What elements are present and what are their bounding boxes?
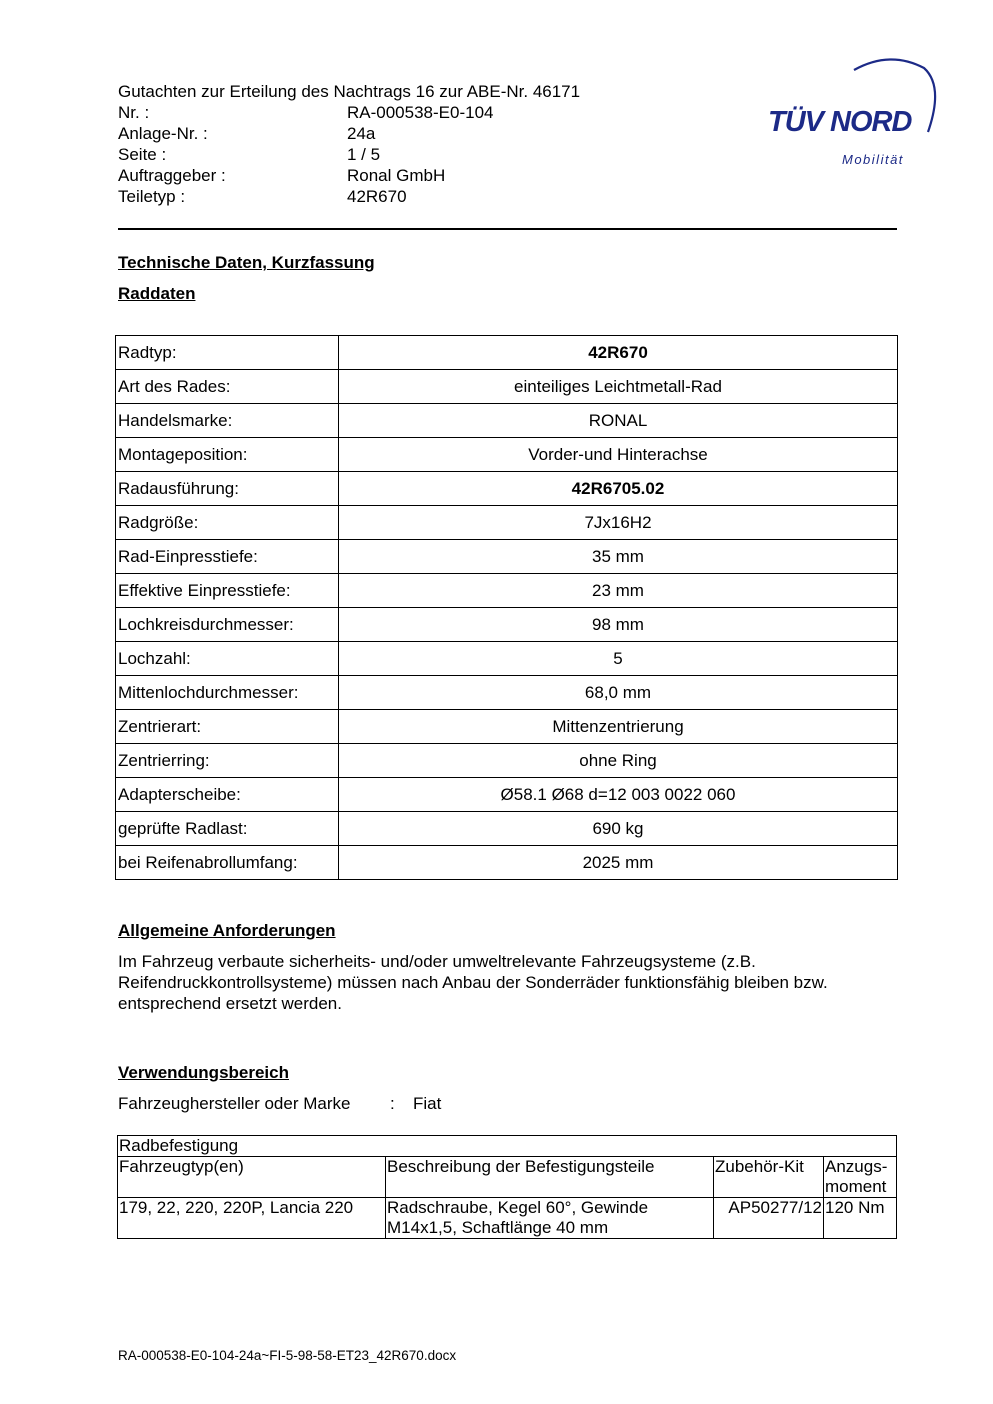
raddaten-value: 68,0 mm bbox=[339, 676, 898, 710]
table-header-row bbox=[118, 1157, 897, 1198]
field-label-nr: Nr. : bbox=[118, 103, 150, 122]
table-row bbox=[116, 370, 898, 404]
raddaten-value: 690 kg bbox=[339, 812, 898, 846]
table-row bbox=[116, 608, 898, 642]
raddaten-value: Mittenzentrierung bbox=[339, 710, 898, 744]
section-heading-verwendungsbereich: Verwendungsbereich bbox=[118, 1063, 289, 1082]
raddaten-value: 42R6705.02 bbox=[339, 472, 898, 506]
table-row bbox=[116, 812, 898, 846]
field-value-nr: RA-000538-E0-104 bbox=[347, 103, 494, 122]
table-row bbox=[116, 506, 898, 540]
raddaten-value: ohne Ring bbox=[339, 744, 898, 778]
requirements-text bbox=[118, 951, 898, 1014]
field-value-auftraggeber: Ronal GmbH bbox=[347, 166, 446, 185]
raddaten-value: 7Jx16H2 bbox=[339, 506, 898, 540]
table-row bbox=[116, 404, 898, 438]
raddaten-label: Adapterscheibe: bbox=[116, 778, 339, 812]
raddaten-label: geprüfte Radlast: bbox=[116, 812, 339, 846]
raddaten-value: 35 mm bbox=[339, 540, 898, 574]
cell-beschreibung-line2: M14x1,5, Schaftlänge 40 mm bbox=[387, 1218, 609, 1237]
section-heading-allgemeine-anforderungen: Allgemeine Anforderungen bbox=[118, 921, 336, 940]
cell-fahrzeugtyp: 179, 22, 220, 220P, Lancia 220 bbox=[118, 1198, 386, 1239]
section-subheading-raddaten: Raddaten bbox=[118, 284, 196, 303]
header-divider bbox=[118, 228, 897, 230]
table-row bbox=[116, 778, 898, 812]
logo-brand: TÜV NORD bbox=[768, 106, 912, 138]
raddaten-label: Radtyp: bbox=[116, 336, 339, 370]
table-row bbox=[116, 642, 898, 676]
table-row bbox=[116, 846, 898, 880]
requirements-line: Reifendruckkontrollsysteme) müssen nach Anbau der Sonderräder funktionsfähig bleiben bzw. bbox=[118, 973, 828, 992]
table-row bbox=[116, 710, 898, 744]
raddaten-label: Zentrierring: bbox=[116, 744, 339, 778]
raddaten-label: Montageposition: bbox=[116, 438, 339, 472]
raddaten-value: 5 bbox=[339, 642, 898, 676]
raddaten-label: Radausführung: bbox=[116, 472, 339, 506]
table-row bbox=[116, 472, 898, 506]
cell-beschreibung-line1: Radschraube, Kegel 60°, Gewinde bbox=[387, 1198, 649, 1217]
raddaten-label: Lochkreisdurchmesser: bbox=[116, 608, 339, 642]
cell-anzugsmoment: 120 Nm bbox=[824, 1198, 897, 1239]
logo-subtitle: Mobilität bbox=[842, 152, 904, 167]
section-heading-technische-daten: Technische Daten, Kurzfassung bbox=[118, 253, 375, 272]
table-row bbox=[116, 336, 898, 370]
raddaten-value: RONAL bbox=[339, 404, 898, 438]
raddaten-label: Zentrierart: bbox=[116, 710, 339, 744]
col-header-fahrzeugtyp: Fahrzeugtyp(en) bbox=[118, 1157, 386, 1198]
field-label-auftraggeber: Auftraggeber : bbox=[118, 166, 226, 185]
raddaten-value: 98 mm bbox=[339, 608, 898, 642]
document-title: Gutachten zur Erteilung des Nachtrags 16 zur ABE-Nr. 46171 bbox=[118, 82, 581, 101]
field-label-anlage: Anlage-Nr. : bbox=[118, 124, 208, 143]
col-header-anzugsmoment bbox=[824, 1157, 897, 1198]
raddaten-label: Lochzahl: bbox=[116, 642, 339, 676]
field-value-teiletyp: 42R670 bbox=[347, 187, 407, 206]
radbefestigung-table bbox=[117, 1135, 897, 1239]
raddaten-label: Handelsmarke: bbox=[116, 404, 339, 438]
col-header-zubehoer-kit: Zubehör-Kit bbox=[714, 1157, 824, 1198]
table-row bbox=[116, 744, 898, 778]
footer-filename: RA-000538-E0-104-24a~FI-5-98-58-ET23_42R670.docx bbox=[118, 1348, 457, 1363]
radbefestigung-title: Radbefestigung bbox=[118, 1136, 897, 1157]
cell-beschreibung bbox=[386, 1198, 714, 1239]
raddaten-value: 42R670 bbox=[339, 336, 898, 370]
raddaten-label: Rad-Einpresstiefe: bbox=[116, 540, 339, 574]
manufacturer-value: Fiat bbox=[413, 1094, 442, 1113]
table-row bbox=[116, 540, 898, 574]
raddaten-value: 23 mm bbox=[339, 574, 898, 608]
requirements-line: Im Fahrzeug verbaute sicherheits- und/oder umweltrelevante Fahrzeugsysteme (z.B. bbox=[118, 952, 756, 971]
col-header-anzugsmoment-line1: Anzugs- bbox=[825, 1157, 888, 1176]
manufacturer-label: Fahrzeughersteller oder Marke bbox=[118, 1094, 351, 1113]
field-label-seite: Seite : bbox=[118, 145, 167, 164]
table-row bbox=[118, 1198, 897, 1239]
cell-zubehoer-kit: AP50277/12 bbox=[714, 1198, 824, 1239]
table-row bbox=[116, 438, 898, 472]
table-row bbox=[116, 574, 898, 608]
raddaten-label: Art des Rades: bbox=[116, 370, 339, 404]
raddaten-label: Effektive Einpresstiefe: bbox=[116, 574, 339, 608]
raddaten-label: bei Reifenabrollumfang: bbox=[116, 846, 339, 880]
requirements-line: entsprechend ersetzt werden. bbox=[118, 994, 342, 1013]
raddaten-value: Ø58.1 Ø68 d=12 003 0022 060 bbox=[339, 778, 898, 812]
table-row bbox=[116, 676, 898, 710]
raddaten-value: einteiliges Leichtmetall-Rad bbox=[339, 370, 898, 404]
raddaten-value: Vorder-und Hinterachse bbox=[339, 438, 898, 472]
field-value-anlage: 24a bbox=[347, 124, 376, 143]
field-value-seite: 1 / 5 bbox=[347, 145, 381, 164]
manufacturer-separator: : bbox=[390, 1094, 395, 1113]
raddaten-label: Radgröße: bbox=[116, 506, 339, 540]
raddaten-label: Mittenlochdurchmesser: bbox=[116, 676, 339, 710]
raddaten-table bbox=[115, 335, 898, 880]
raddaten-value: 2025 mm bbox=[339, 846, 898, 880]
field-label-teiletyp: Teiletyp : bbox=[118, 187, 186, 206]
col-header-beschreibung: Beschreibung der Befestigungsteile bbox=[386, 1157, 714, 1198]
col-header-anzugsmoment-line2: moment bbox=[825, 1177, 887, 1196]
table-title-row bbox=[118, 1136, 897, 1157]
